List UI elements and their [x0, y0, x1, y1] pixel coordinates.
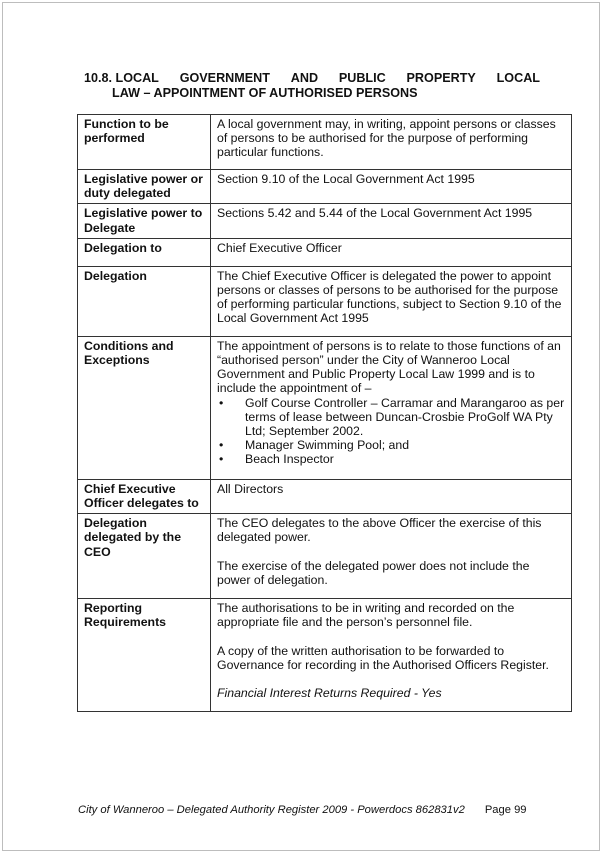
table-row	[78, 266, 572, 336]
table-row	[78, 204, 572, 238]
row-label: Chief Executive Officer delegates to	[78, 479, 211, 513]
row-paragraph: The Chief Executive Officer is delegated the power to appoint persons or classes of persons to be authorised for the purpose of performing particular functions, subject to Section 9.10 of the Local Government Act 1995	[217, 268, 562, 326]
row-value	[211, 336, 572, 479]
row-paragraph: The authorisations to be in writing and recorded on the appropriate file and the person’s personnel file.	[217, 601, 515, 630]
row-value	[211, 170, 572, 204]
row-label: Delegation delegated by the CEO	[78, 514, 211, 599]
row-value	[211, 599, 572, 712]
row-paragraph: Section 9.10 of the Local Government Act 1995	[217, 172, 475, 186]
table-row	[78, 170, 572, 204]
heading-word: 10.8. LOCAL	[84, 71, 159, 85]
heading-word: PUBLIC	[338, 71, 386, 85]
row-value	[211, 238, 572, 266]
table-row	[78, 336, 572, 479]
table-row	[78, 479, 572, 513]
row-paragraph: A local government may, in writing, appoint persons or classes of persons to be authorised for the purpose of performing particular functions.	[217, 117, 556, 160]
delegation-table	[77, 114, 572, 712]
row-label: Reporting Requirements	[78, 599, 211, 712]
heading-line-2: LAW – APPOINTMENT OF AUTHORISED PERSONS	[112, 86, 418, 100]
row-value	[211, 479, 572, 513]
list-item: • Beach Inspector	[245, 452, 565, 466]
section-heading	[84, 71, 540, 101]
table-row	[78, 514, 572, 599]
row-label: Legislative power or duty delegated	[78, 170, 211, 204]
row-value	[211, 514, 572, 599]
paragraph-gap	[217, 545, 565, 559]
row-paragraph: Chief Executive Officer	[217, 240, 342, 255]
heading-word: GOVERNMENT	[179, 71, 270, 85]
financial-interest-note: Financial Interest Returns Required - Yes	[217, 686, 442, 701]
row-label: Delegation	[78, 266, 211, 336]
row-value	[211, 266, 572, 336]
row-value	[211, 204, 572, 238]
page-number: Page 99	[484, 804, 527, 816]
table-row	[78, 599, 572, 712]
list-item: • Manager Swimming Pool; and	[245, 438, 565, 452]
row-paragraph: The CEO delegates to the above Officer the exercise of this delegated power.	[217, 516, 542, 545]
row-label: Delegation to	[78, 238, 211, 266]
row-paragraph: All Directors	[217, 481, 284, 496]
row-paragraph: Sections 5.42 and 5.44 of the Local Government Act 1995	[217, 206, 533, 221]
paragraph-gap	[217, 630, 565, 644]
heading-word: PROPERTY	[406, 71, 476, 85]
row-label: Legislative power to Delegate	[78, 204, 211, 238]
footer-text: City of Wanneroo – Delegated Authority Register 2009 - Powerdocs 862831v2	[78, 804, 465, 816]
paragraph-gap	[217, 672, 565, 686]
row-paragraph: A copy of the written authorisation to be forwarded to Governance for recording in the Authorised Officers Register.	[217, 643, 549, 672]
table-row	[78, 115, 572, 170]
row-paragraph: The exercise of the delegated power does not include the power of delegation.	[217, 558, 530, 587]
heading-word: AND	[290, 71, 319, 85]
row-label: Conditions and Exceptions	[78, 336, 211, 479]
appointment-list	[217, 396, 565, 467]
heading-line-1	[84, 71, 540, 86]
row-label: Function to be performed	[78, 115, 211, 170]
row-paragraph: The appointment of persons is to relate to those functions of an “authorised person” under the City of Wanneroo Local Government and Public Property Local Law 1999 and is to include the appointment of –	[217, 338, 561, 396]
heading-word: LOCAL	[496, 71, 540, 85]
page-footer	[78, 804, 527, 816]
row-value	[211, 115, 572, 170]
list-item: • Golf Course Controller – Carramar and Marangaroo as per terms of lease between Duncan-Crosbie ProGolf WA Pty Ltd; September 2002.	[245, 396, 565, 439]
table-row	[78, 238, 572, 266]
